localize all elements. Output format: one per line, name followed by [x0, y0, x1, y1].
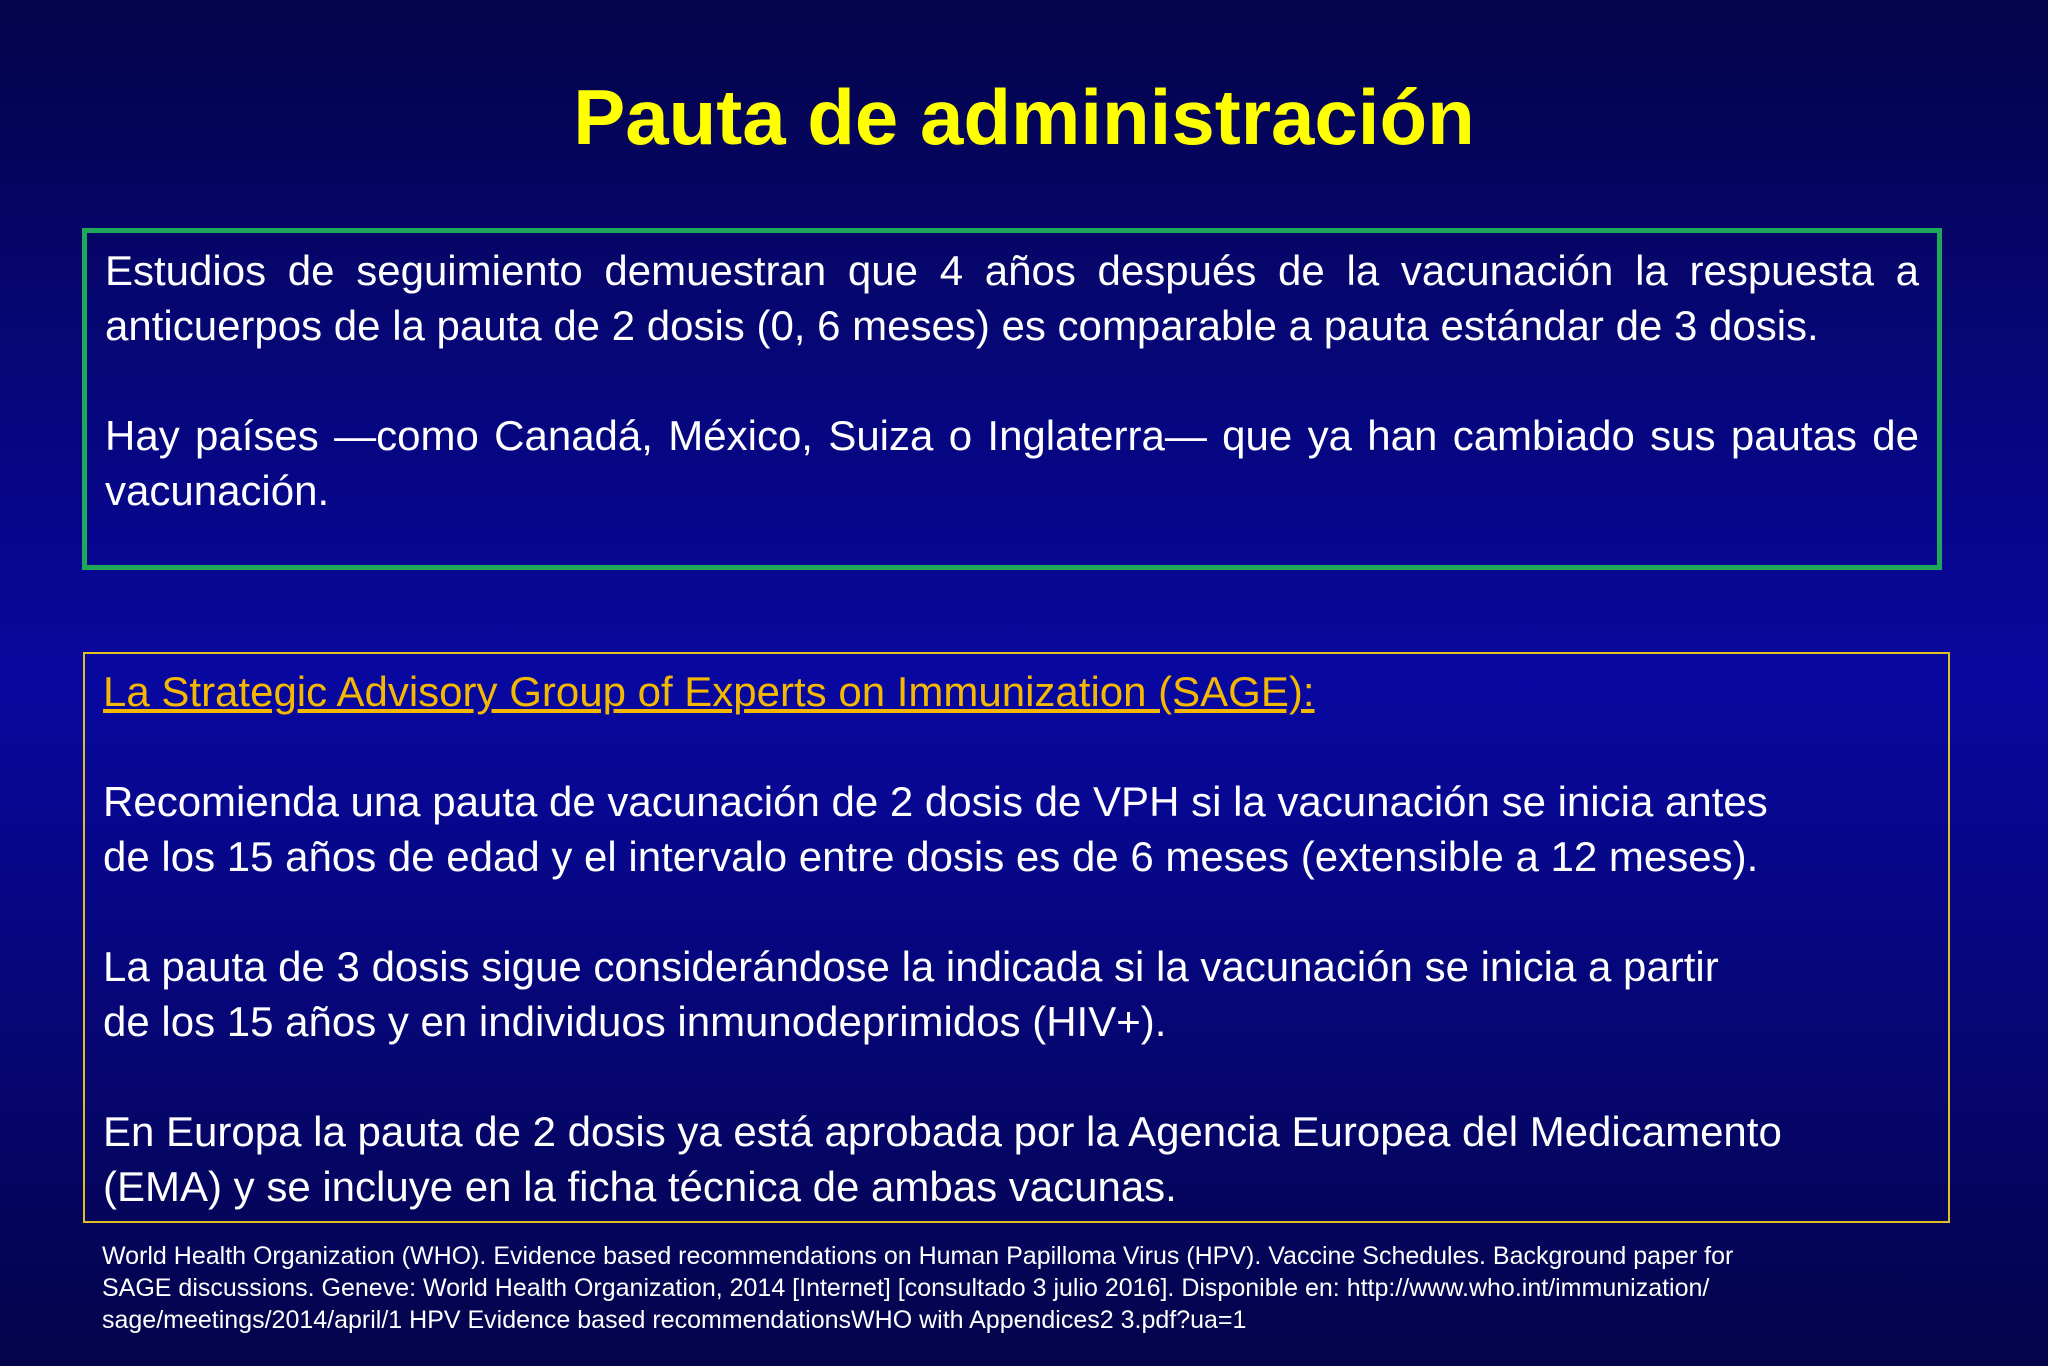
sage-box [83, 652, 1950, 1223]
sage-paragraph [103, 774, 1930, 884]
line: La pauta de 3 dosis sigue considerándose la indicada si la vacunación se inicia a partir [103, 943, 1719, 990]
sage-heading: La Strategic Advisory Group of Experts on Immunization (SAGE): [103, 668, 1315, 715]
citation-line: sage/meetings/2014/april/1 HPV Evidence based recommendationsWHO with Appendices2 3.pdf?ua=1 [102, 1306, 1247, 1334]
line: de los 15 años de edad y el intervalo entre dosis es de 6 meses (extensible a 12 meses). [103, 833, 1759, 880]
line: (EMA) y se incluye en la ficha técnica de ambas vacunas. [103, 1163, 1177, 1210]
line: Recomienda una pauta de vacunación de 2 dosis de VPH si la vacunación se inicia antes [103, 778, 1768, 825]
citation [102, 1240, 1902, 1336]
summary-paragraph: Hay países —como Canadá, México, Suiza o Inglaterra— que ya han cambiado sus pautas de vacunación. [105, 412, 1919, 514]
citation-line: World Health Organization (WHO). Evidence based recommendations on Human Papilloma Virus (HPV). Vaccine Schedules. Background paper for [102, 1242, 1734, 1270]
line: de los 15 años y en individuos inmunodeprimidos (HIV+). [103, 998, 1167, 1045]
summary-paragraph: Estudios de seguimiento demuestran que 4 años después de la vacunación la respuesta a anticuerpos de la pauta de 2 dosis (0, 6 meses) es comparable a pauta estándar de 3 dosis. [105, 247, 1919, 349]
slide-title: Pauta de administración [573, 73, 1475, 161]
sage-paragraph [103, 1104, 1930, 1214]
summary-box [82, 228, 1942, 570]
citation-line: SAGE discussions. Geneve: World Health Organization, 2014 [Internet] [consultado 3 julio 2016]. Disponible en: http://www.who.int/immunization/ [102, 1274, 1710, 1302]
sage-paragraph [103, 939, 1930, 1049]
line: En Europa la pauta de 2 dosis ya está aprobada por la Agencia Europea del Medicamento [103, 1108, 1782, 1155]
